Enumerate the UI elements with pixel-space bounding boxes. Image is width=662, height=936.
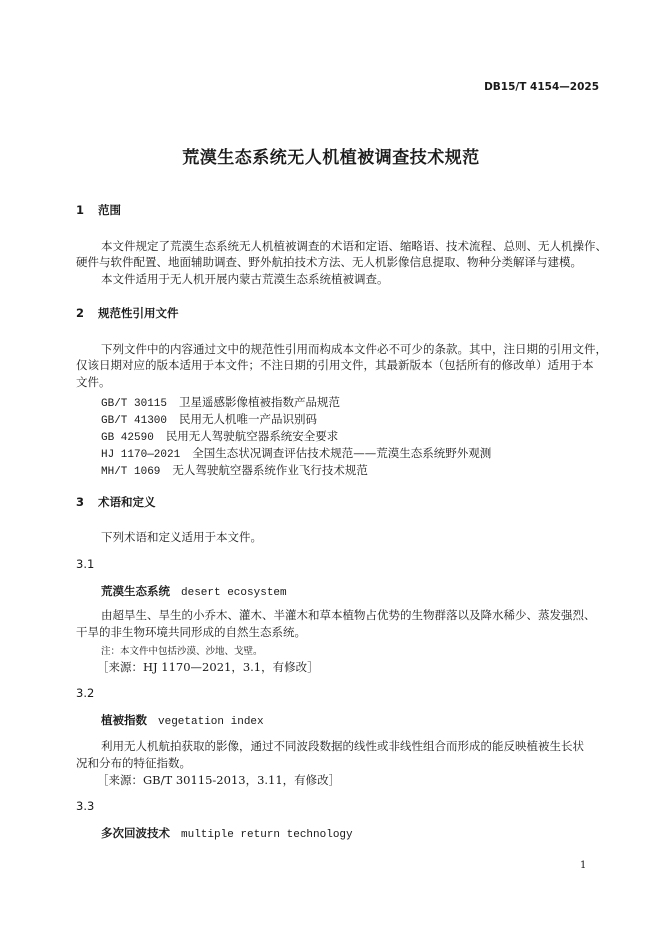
standard-code: DB15/T 4154—2025 xyxy=(484,81,599,93)
section-2-para-line-3: 文件。 xyxy=(76,375,111,389)
reference-code: GB/T 41300 xyxy=(101,415,168,427)
section-1-heading xyxy=(76,202,121,218)
reference-code: GB 42590 xyxy=(101,432,154,444)
section-3-title: 术语和定义 xyxy=(98,495,156,509)
term-source: ［来源：GB/T 30115-2013，3.11，有修改］ xyxy=(97,773,341,787)
section-2-title: 规范性引用文件 xyxy=(98,306,179,320)
term-note: 注：本文件中包括沙漠、沙地、戈壁。 xyxy=(101,646,263,657)
term-number: 3.3 xyxy=(76,799,95,813)
section-1-title: 范围 xyxy=(98,203,122,217)
term-definition-line-1: 由超旱生、旱生的小乔木、灌木、半灌木和草本植物占优势的生物群落以及降水稀少、蒸发强烈、 xyxy=(101,608,596,622)
section-1-para-2: 本文件适用于无人机开展内蒙古荒漠生态系统植被调查。 xyxy=(101,272,389,286)
term-english: vegetation index xyxy=(158,716,264,728)
term-definition-line-2: 况和分布的特征指数。 xyxy=(76,756,191,770)
reference-name: 全国生态状况调查评估技术规范——荒漠生态系统野外观测 xyxy=(192,446,492,460)
reference-code: HJ 1170—2021 xyxy=(101,449,181,461)
term-chinese: 植被指数 xyxy=(101,713,147,727)
term-title xyxy=(101,582,287,600)
term-chinese: 荒漠生态系统 xyxy=(101,584,170,598)
section-3-intro: 下列术语和定义适用于本文件。 xyxy=(101,530,262,544)
section-2-number: 2 xyxy=(76,306,85,320)
section-2-heading xyxy=(76,305,179,321)
reference-name: 民用无人机唯一产品识别码 xyxy=(179,412,318,426)
reference-name: 无人驾驶航空器系统作业飞行技术规范 xyxy=(172,463,368,477)
term-title xyxy=(101,711,264,729)
page-number: 1 xyxy=(580,860,587,871)
term-chinese: 多次回波技术 xyxy=(101,826,170,840)
term-source: ［来源：HJ 1170—2021，3.1，有修改］ xyxy=(97,660,319,674)
term-english: desert ecosystem xyxy=(181,587,287,599)
section-3-number: 3 xyxy=(76,495,85,509)
reference-code: GB/T 30115 xyxy=(101,398,168,410)
term-definition-line-1: 利用无人机航拍获取的影像，通过不同波段数据的线性或非线性组合而形成的能反映植被生长状 xyxy=(101,739,584,753)
section-2-para-line-2: 仅该日期对应的版本适用于本文件；不注日期的引用文件，其最新版本（包括所有的修改单）适用于本 xyxy=(76,358,594,372)
reference-name: 卫星遥感影像植被指数产品规范 xyxy=(179,395,341,409)
term-number: 3.2 xyxy=(76,686,95,700)
reference-item xyxy=(101,459,368,478)
document-title: 荒漠生态系统无人机植被调查技术规范 xyxy=(182,148,480,168)
section-2-para-line-1: 下列文件中的内容通过文中的规范性引用而构成本文件必不可少的条款。其中，注日期的引用文件， xyxy=(101,342,607,356)
term-english: multiple return technology xyxy=(181,829,353,841)
term-number: 3.1 xyxy=(76,557,95,571)
term-definition-line-2: 干旱的非生物环境共同形成的自然生态系统。 xyxy=(76,625,306,639)
section-1-number: 1 xyxy=(76,203,85,217)
section-1-para-1-line-1: 本文件规定了荒漠生态系统无人机植被调查的术语和定语、缩略语、技术流程、总则、无人机操作、 xyxy=(101,239,607,253)
term-title xyxy=(101,824,353,842)
section-1-para-1-line-2: 硬件与软件配置、地面辅助调查、野外航拍技术方法、无人机影像信息提取、物种分类解译与建模。 xyxy=(76,255,582,269)
section-3-heading xyxy=(76,494,156,510)
reference-name: 民用无人驾驶航空器系统安全要求 xyxy=(165,429,339,443)
reference-code: MH/T 1069 xyxy=(101,466,161,478)
